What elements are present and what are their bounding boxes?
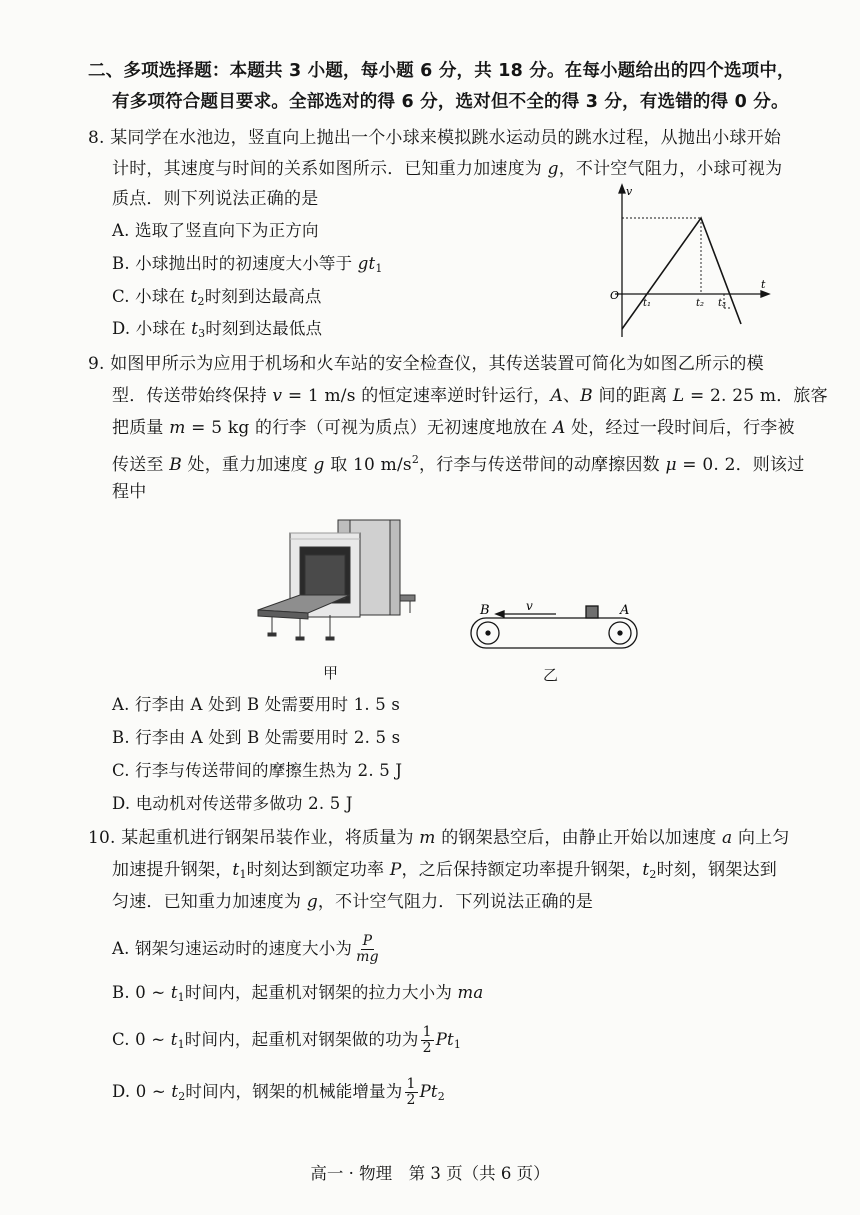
q8-option-b-var: gt: [357, 254, 376, 273]
graph-label-t3: t₃: [718, 298, 727, 309]
q10-t2h: 2: [649, 868, 657, 881]
q8-option-d-post: 时刻到达最低点: [205, 319, 323, 338]
q10-option-d-pre: D. 0 ~: [112, 1082, 172, 1101]
graph-t-arrow: [761, 291, 769, 297]
q9-line1: [88, 353, 764, 375]
q10-t2g: t: [642, 860, 650, 880]
q10-option-d-val: Pt: [419, 1082, 438, 1101]
q9-t2c: = 1 m/s 的恒定速率逆时针运行，: [282, 386, 551, 406]
q10-option-d-var: t: [171, 1082, 179, 1101]
q9-number: 9.: [88, 354, 105, 374]
q10-option-a-text: A. 钢架匀速运动时的速度大小为: [112, 939, 353, 958]
q9-line5: 程中: [112, 482, 147, 502]
q9-line2: [112, 385, 828, 407]
q8-option-b-sub: 1: [375, 262, 383, 275]
q10-t1b: m: [419, 828, 436, 848]
q10-option-c-num: 1: [422, 1024, 432, 1040]
q9-line3: [112, 417, 795, 439]
q10-option-b: [112, 982, 483, 1009]
q9-t2i: = 2. 25 m．旅客: [684, 386, 828, 406]
q8-option-c-post: 时刻到达最高点: [204, 287, 322, 306]
graph-velocity-line: [622, 218, 741, 329]
q9-t2d: A: [550, 386, 563, 406]
q10-number: 10.: [88, 828, 116, 848]
q10-option-c-sub: 1: [177, 1038, 185, 1051]
q10-t2d: 时刻达到额定功率: [246, 860, 390, 880]
left-roller-axle: [486, 631, 490, 635]
security-scanner-image: [250, 515, 420, 655]
q10-t2f: ，之后保持额定功率提升钢架，: [401, 860, 643, 880]
q10-option-c-den: 2: [422, 1040, 432, 1056]
q10-t1c: 的钢架悬空后，由静止开始以加速度: [435, 828, 723, 848]
graph-label-t: t: [761, 278, 766, 291]
graph-label-v: v: [626, 185, 633, 198]
q8-text2b: ，不计空气阻力，小球可视为: [558, 159, 783, 179]
q10-t3c: ，不计空气阻力．下列说法正确的是: [317, 892, 594, 912]
q10-t1e: 向上匀: [732, 828, 790, 848]
q9-t3a: 把质量: [112, 418, 170, 438]
belt-label-a: A: [620, 603, 630, 618]
q10-option-d-num: 1: [406, 1076, 416, 1092]
q10-t2i: 时刻，钢架达到: [656, 860, 777, 880]
q10-option-d: [112, 1077, 445, 1108]
q9-t4i: = 0. 2．则该过: [676, 455, 805, 475]
q8-option-d-text: D. 小球在: [112, 319, 192, 338]
q10-option-c-pre: C. 0 ~: [112, 1030, 171, 1049]
q8-option-b: [112, 253, 383, 280]
q10-t2c: 1: [239, 868, 247, 881]
figure-jia-label: 甲: [323, 664, 339, 682]
q8-line1: [88, 127, 781, 149]
q9-text1: 如图甲所示为应用于机场和火车站的安全检查仪，其传送装置可简化为如图乙所示的模: [110, 354, 764, 374]
q10-t2b: t: [232, 860, 240, 880]
q10-option-b-sub: 1: [177, 991, 185, 1004]
belt-label-v: v: [526, 600, 533, 613]
q8-option-a: A. 选取了竖直向下为正方向: [112, 221, 319, 240]
graph-label-o: O: [610, 289, 620, 302]
q9-t4e: 取 10 m/s: [324, 455, 412, 475]
q9-t4d: g: [313, 455, 325, 475]
graph-label-t2: t₂: [696, 298, 705, 309]
q8-line3: 质点．则下列说法正确的是: [112, 189, 319, 209]
graph-label-t1: t₁: [643, 298, 652, 309]
q8-option-b-text: B. 小球抛出时的初速度大小等于: [112, 254, 358, 273]
q8-option-c-text: C. 小球在: [112, 287, 191, 306]
q10-t3a: 匀速．已知重力加速度为: [112, 892, 307, 912]
right-roller-axle: [618, 631, 622, 635]
q10-t3b: g: [306, 892, 318, 912]
q10-option-a: [112, 934, 383, 965]
q10-option-b-val: ma: [457, 983, 484, 1002]
q9-t3e: 处，经过一段时间后，行李被: [565, 418, 795, 438]
q8-option-c: [112, 286, 322, 313]
q9-t4h: μ: [665, 455, 677, 475]
q9-t4f: 2: [411, 453, 420, 466]
q9-t3b: m: [169, 418, 186, 438]
q8-option-c-var: t: [190, 287, 198, 306]
q10-option-a-fraction: [354, 934, 381, 965]
vt-graph: [605, 182, 775, 342]
luggage-block: [586, 606, 598, 618]
q10-option-c-var: t: [170, 1030, 178, 1049]
q10-line2: [112, 859, 777, 886]
q10-option-b-var: t: [170, 983, 178, 1002]
q10-option-d-fraction: [405, 1077, 418, 1108]
q10-option-c-fraction: [421, 1025, 434, 1056]
q10-option-b-mid: 时间内，起重机对钢架的拉力大小为: [184, 983, 458, 1002]
q9-t2e: 、: [562, 386, 581, 406]
velocity-arrow-head: [496, 611, 504, 617]
q8-option-d-var: t: [191, 319, 199, 338]
q8-line2: [112, 158, 782, 180]
q10-t1d: a: [722, 828, 733, 848]
q10-option-b-pre: B. 0 ~: [112, 983, 171, 1002]
q9-t4c: 处，重力加速度: [181, 455, 314, 475]
q10-t2a: 加速提升钢架，: [112, 860, 233, 880]
section-heading-line1: 二、多项选择题：本题共 3 小题，每小题 6 分，共 18 分。在每小题给出的四个选项中，: [88, 61, 795, 81]
q8-text2a: 计时，其速度与时间的关系如图所示．已知重力加速度为: [112, 159, 548, 179]
q10-option-c-vsub: 1: [453, 1038, 462, 1051]
q8-option-c-sub: 2: [197, 295, 205, 308]
graph-v-arrow: [619, 185, 625, 193]
q10-option-d-mid: 时间内，钢架的机械能增量为: [185, 1082, 403, 1101]
q10-option-c-mid: 时间内，起重机对钢架做的功为: [184, 1030, 419, 1049]
q9-option-c: C. 行李与传送带间的摩擦生热为 2. 5 J: [112, 761, 403, 780]
q9-option-d: D. 电动机对传送带多做功 2. 5 J: [112, 794, 353, 813]
q10-t1a: 某起重机进行钢架吊装作业，将质量为: [121, 828, 420, 848]
q9-t4g: ，行李与传送带间的动摩擦因数: [419, 455, 666, 475]
page-footer: 高一 · 物理 第 3 页（共 6 页）: [310, 1164, 550, 1183]
q9-t2g: 间的距离: [592, 386, 673, 406]
section-heading-line2: 有多项符合题目要求。全部选对的得 6 分，选对但不全的得 3 分，有选错的得 0 分。: [112, 92, 789, 112]
q9-option-b: B. 行李由 A 处到 B 处需要用时 2. 5 s: [112, 728, 401, 747]
q8-option-d-sub: 3: [198, 327, 206, 340]
q8-g: g: [547, 159, 559, 179]
q8-text1: 某同学在水池边，竖直向上抛出一个小球来模拟跳水运动员的跳水过程，从抛出小球开始: [110, 128, 782, 148]
q9-t3c: = 5 kg 的行李（可视为质点）无初速度地放在: [185, 418, 554, 438]
q8-number: 8.: [88, 128, 105, 148]
belt-label-b: B: [480, 603, 490, 618]
q10-option-d-sub: 2: [178, 1090, 186, 1103]
q10-option-c: [112, 1025, 461, 1056]
q10-option-d-den: 2: [406, 1092, 416, 1108]
q10-option-a-num: P: [362, 933, 373, 949]
q8-option-d: [112, 318, 322, 345]
q10-option-a-den: mg: [356, 949, 379, 965]
conveyor-belt-diagram: [468, 600, 648, 660]
q9-t4a: 传送至: [112, 455, 170, 475]
q9-t2b: v: [272, 386, 283, 406]
q10-line3: [112, 891, 593, 913]
q9-t2h: L: [672, 386, 685, 406]
q9-option-a: A. 行李由 A 处到 B 处需要用时 1. 5 s: [112, 695, 401, 714]
q9-t2f: B: [580, 386, 593, 406]
figure-yi-label: 乙: [543, 666, 559, 684]
q9-t4b: B: [169, 455, 182, 475]
q10-option-d-vsub: 2: [437, 1090, 445, 1103]
q10-option-c-val: Pt: [435, 1030, 454, 1049]
q10-t2e: P: [389, 860, 402, 880]
q10-line1: [88, 827, 790, 849]
q9-t3d: A: [553, 418, 566, 438]
q9-t2a: 型．传送带始终保持: [112, 386, 273, 406]
q9-line4: [112, 449, 804, 476]
